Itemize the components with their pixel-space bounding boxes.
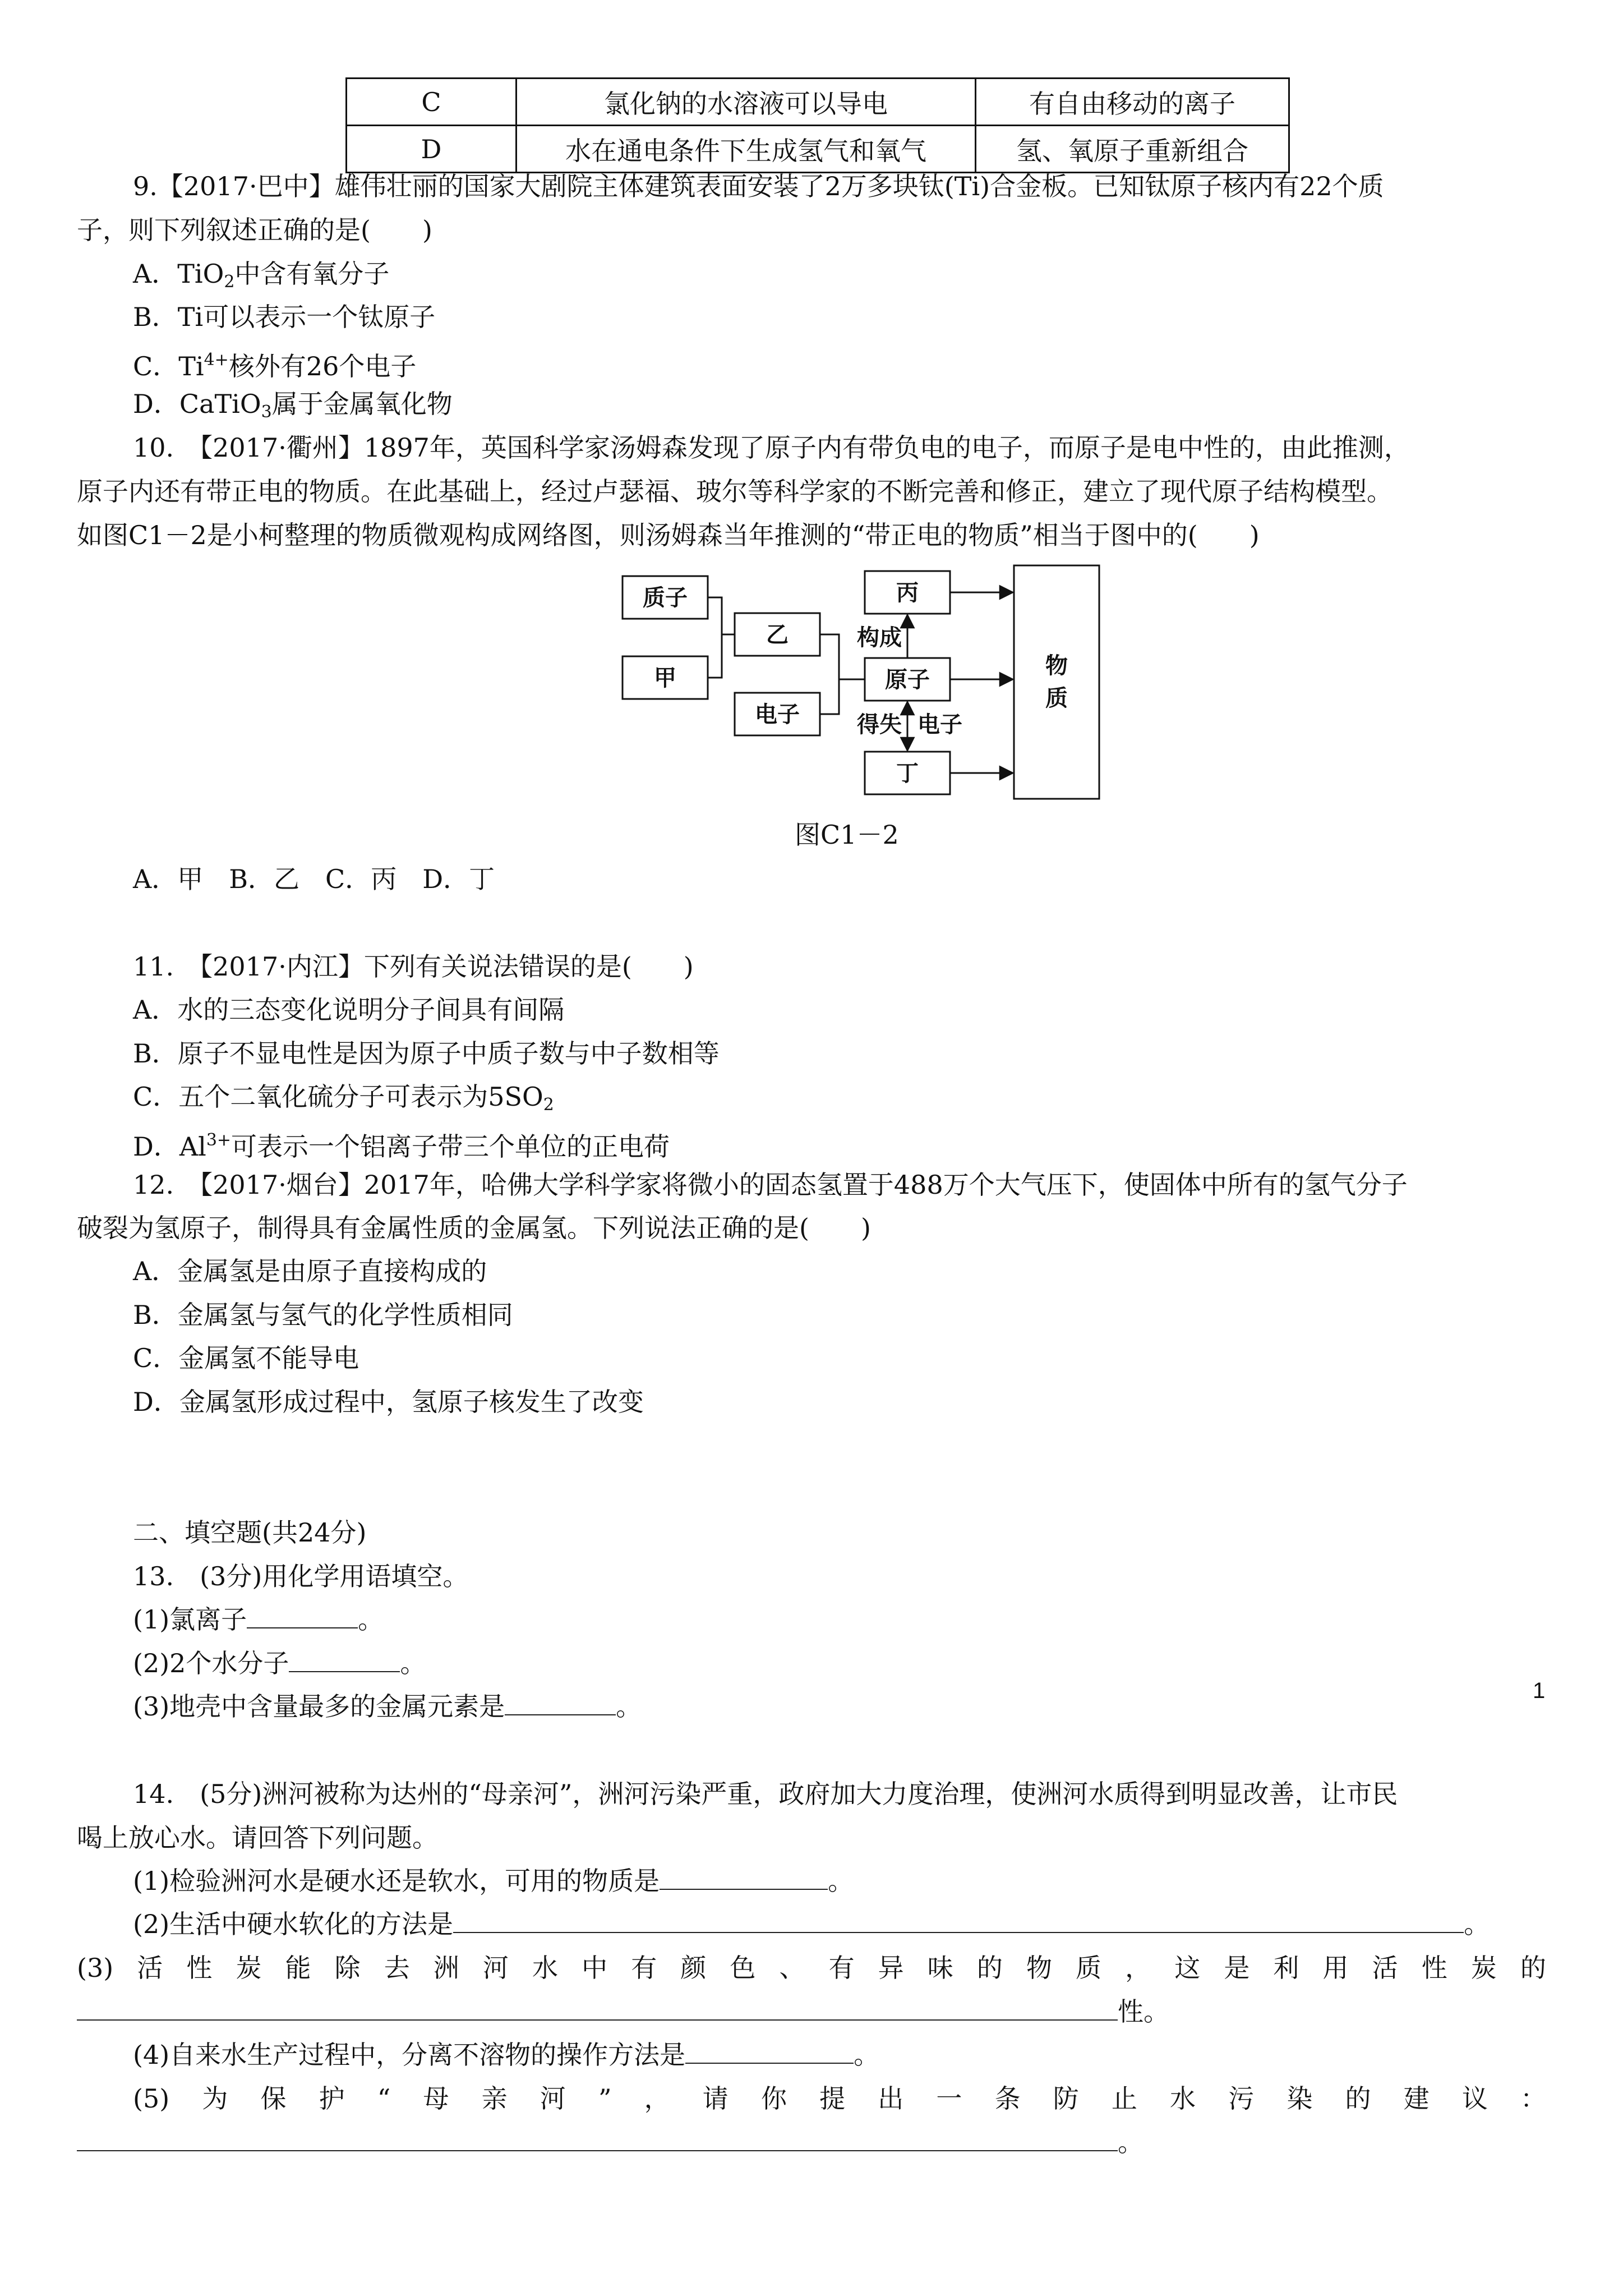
table-cell-phenomenon: 水在通电条件下生成氢气和氧气 <box>517 126 976 173</box>
answer-blank[interactable] <box>685 2039 854 2064</box>
table-cell-explanation: 氢、氧原子重新组合 <box>976 126 1289 173</box>
table-cell-phenomenon: 氯化钠的水溶液可以导电 <box>517 79 976 126</box>
q9-option-b: B．Ti可以表示一个钛原子 <box>133 302 436 332</box>
answer-blank[interactable] <box>505 1691 616 1715</box>
q10-stem-line1: 10. 【2017·衢州】1897年，英国科学家汤姆森发现了原子内有带负电的电子，而原子是电中性的，由此推测， <box>133 432 1410 463</box>
q14-part5-line1: (5) 为 保 护 “ 母 亲 河 ” ， 请 你 提 出 一 条 防 止 水 污 染 的 建 议 ： <box>133 2083 1546 2114</box>
q10-options: A．甲 B．乙 C．丙 D．丁 <box>133 864 495 894</box>
q14-stem-line2: 喝上放心水。请回答下列问题。 <box>77 1823 438 1853</box>
answer-blank[interactable] <box>453 1908 1464 1933</box>
q12-stem-line2: 破裂为氢原子，制得具有金属性质的金属氢。下列说法正确的是( ) <box>77 1213 871 1243</box>
q14-stem-line1: 14. (5分)洲河被称为达州的“母亲河”，洲河污染严重，政府加大力度治理，使洲河水质得到明显改善，让市民 <box>133 1779 1398 1809</box>
q14-part5-line2: 。 <box>77 2125 1144 2159</box>
q9-stem-line1: 9.【2017·巴中】雄伟壮丽的国家大剧院主体建筑表面安装了2万多块钛(Ti)合金板。已知钛原子核内有22个质 <box>133 171 1384 201</box>
figure-caption: 图C1－2 <box>795 820 899 850</box>
q14-part3-line2: 性。 <box>77 1995 1169 2028</box>
q11-option-b: B．原子不显电性是因为原子中质子数与中子数相等 <box>133 1038 720 1069</box>
q9-option-c: C．$Ti^{4+}$核外有26个电子 <box>133 350 417 381</box>
q14-part4: (4)自来水生产过程中，分离不溶物的操作方法是 。 <box>133 2040 880 2070</box>
answer-blank[interactable] <box>77 1996 1118 2021</box>
table-cell-option: C <box>347 79 517 126</box>
box-yi-label: 乙 <box>766 622 789 648</box>
box-jia-label: 甲 <box>654 665 676 691</box>
label-constitute: 构成 <box>857 625 902 651</box>
q10-stem-line2: 原子内还有带正电的物质。在此基础上，经过卢瑟福、玻尔等科学家的不断完善和修正，建立了现代原子结构模型。 <box>77 476 1393 507</box>
box-matter-label-1: 物 <box>1045 653 1068 679</box>
q12-option-c: C．金属氢不能导电 <box>133 1343 359 1373</box>
table-cell-option: D <box>347 126 517 173</box>
q11-option-c: C．五个二氧化硫分子可表示为$5SO_2$ <box>133 1082 554 1115</box>
label-gain-lose: 得失 <box>857 712 902 738</box>
answer-blank[interactable] <box>77 2127 1118 2151</box>
matter-structure-diagram <box>0 0 1623 841</box>
q12-option-b: B．金属氢与氢气的化学性质相同 <box>133 1300 513 1330</box>
section-title: 二、填空题(共24分) <box>133 1517 367 1548</box>
q12-option-d: D．金属氢形成过程中，氢原子核发生了改变 <box>133 1387 644 1417</box>
page-number: 1 <box>1533 1678 1546 1703</box>
q13-part1: (1)氯离子 。 <box>133 1604 384 1635</box>
q13-part2: (2)2个水分子 。 <box>133 1648 426 1678</box>
answer-blank[interactable] <box>247 1604 358 1628</box>
q12-stem-line1: 12. 【2017·烟台】2017年，哈佛大学科学家将微小的固态氢置于488万个大气压下，使固体中所有的氢气分子 <box>133 1170 1408 1200</box>
q14-part3-line1: (3) 活 性 炭 能 除 去 洲 河 水 中 有 颜 色 、 有 异 味 的 物 质 ， 这 是 利 用 活 性 炭 的 <box>77 1953 1546 1983</box>
q10-stem-line3: 如图C1－2是小柯整理的物质微观构成网络图，则汤姆森当年推测的“带正电的物质”相当于图中的( ) <box>77 520 1260 550</box>
q13-part3: (3)地壳中含量最多的金属元素是 。 <box>133 1691 642 1722</box>
q14-part1: (1)检验洲河水是硬水还是软水，可用的物质是 。 <box>133 1866 854 1896</box>
box-proton-label: 质子 <box>643 585 688 611</box>
box-bing-label: 丙 <box>896 580 919 606</box>
box-matter-label-2: 质 <box>1045 685 1068 711</box>
label-electron: 电子 <box>917 712 962 738</box>
q9-option-d: D．CaTiO$_3$属于金属氧化物 <box>133 389 453 422</box>
box-matter <box>1014 565 1099 799</box>
answer-blank[interactable] <box>289 1648 400 1672</box>
q11-stem: 11. 【2017·内江】下列有关说法错误的是( ) <box>133 951 694 982</box>
box-atom-label: 原子 <box>885 667 930 693</box>
q13-stem: 13. (3分)用化学用语填空。 <box>133 1561 469 1591</box>
q9-stem-line2: 子，则下列叙述正确的是( ) <box>77 215 432 245</box>
q12-option-a: A．金属氢是由原子直接构成的 <box>133 1256 487 1286</box>
q9-option-a: A．TiO$_2$中含有氧分子 <box>133 259 390 292</box>
box-electron-label: 电子 <box>755 702 800 728</box>
answer-blank[interactable] <box>660 1865 828 1890</box>
table-cell-explanation: 有自由移动的离子 <box>976 79 1289 126</box>
q11-option-a: A．水的三态变化说明分子间具有间隔 <box>133 995 565 1025</box>
q14-part2: (2)生活中硬水软化的方法是 。 <box>133 1909 1490 1939</box>
q11-option-d: D．$Al^{3+}$可表示一个铝离子带三个单位的正电荷 <box>133 1130 670 1162</box>
box-ding-label: 丁 <box>896 761 919 786</box>
